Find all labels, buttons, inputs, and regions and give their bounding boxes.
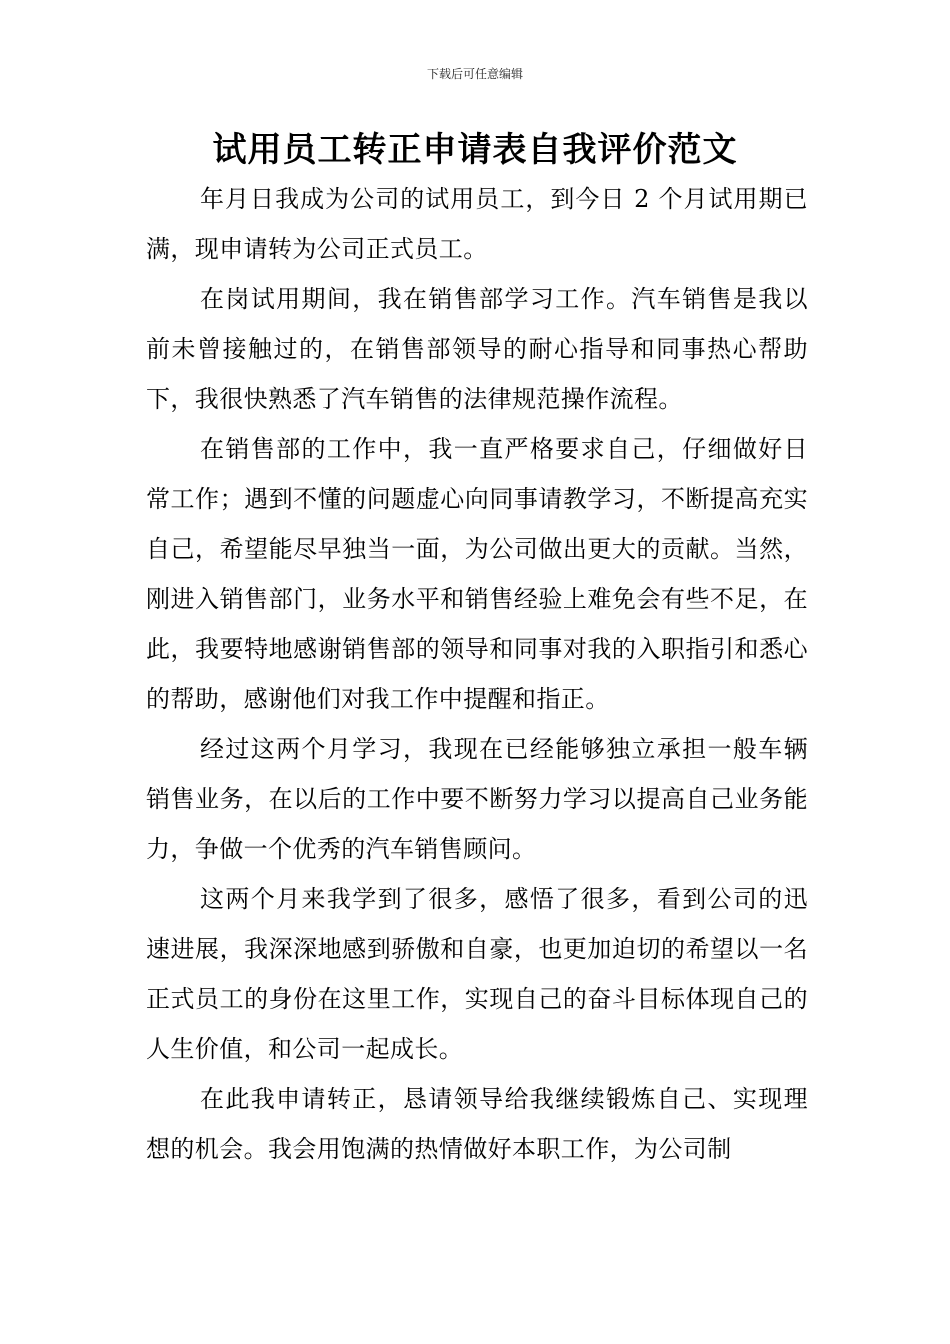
paragraph: 在销售部的工作中，我一直严格要求自己，仔细做好日常工作；遇到不懂的问题虚心向同事请教学习，不断提高充实自己，希望能尽早独当一面，为公司做出更大的贡献。当然，刚进入销售部门，业务水平和销售经验上难免会有些不足，在此，我要特地感谢销售部的领导和同事对我的入职指引和悉心的帮助，感谢他们对我工作中提醒和指正。: [146, 435, 808, 713]
paragraph: 年月日我成为公司的试用员工，到今日 2 个月试用期已满，现申请转为公司正式员工。: [146, 185, 808, 263]
paragraph: 经过这两个月学习，我现在已经能够独立承担一般车辆销售业务，在以后的工作中要不断努力学习以提高自己业务能力，争做一个优秀的汽车销售顾问。: [146, 735, 808, 863]
paragraph: 在岗试用期间，我在销售部学习工作。汽车销售是我以前未曾接触过的，在销售部领导的耐心指导和同事热心帮助下，我很快熟悉了汽车销售的法律规范操作流程。: [146, 285, 808, 413]
paragraph: 这两个月来我学到了很多，感悟了很多，看到公司的迅速进展，我深深地感到骄傲和自豪，也更加迫切的希望以一名正式员工的身份在这里工作，实现自己的奋斗目标体现自己的人生价值，和公司一起成长。: [146, 885, 808, 1063]
paragraph: 在此我申请转正，恳请领导给我继续锻炼自己、实现理想的机会。我会用饱满的热情做好本职工作，为公司制: [146, 1085, 808, 1163]
document-title: 试用员工转正申请表自我评价范文: [212, 130, 738, 170]
document-body: [146, 174, 808, 1174]
header-note: 下载后可任意编辑: [426, 67, 523, 81]
